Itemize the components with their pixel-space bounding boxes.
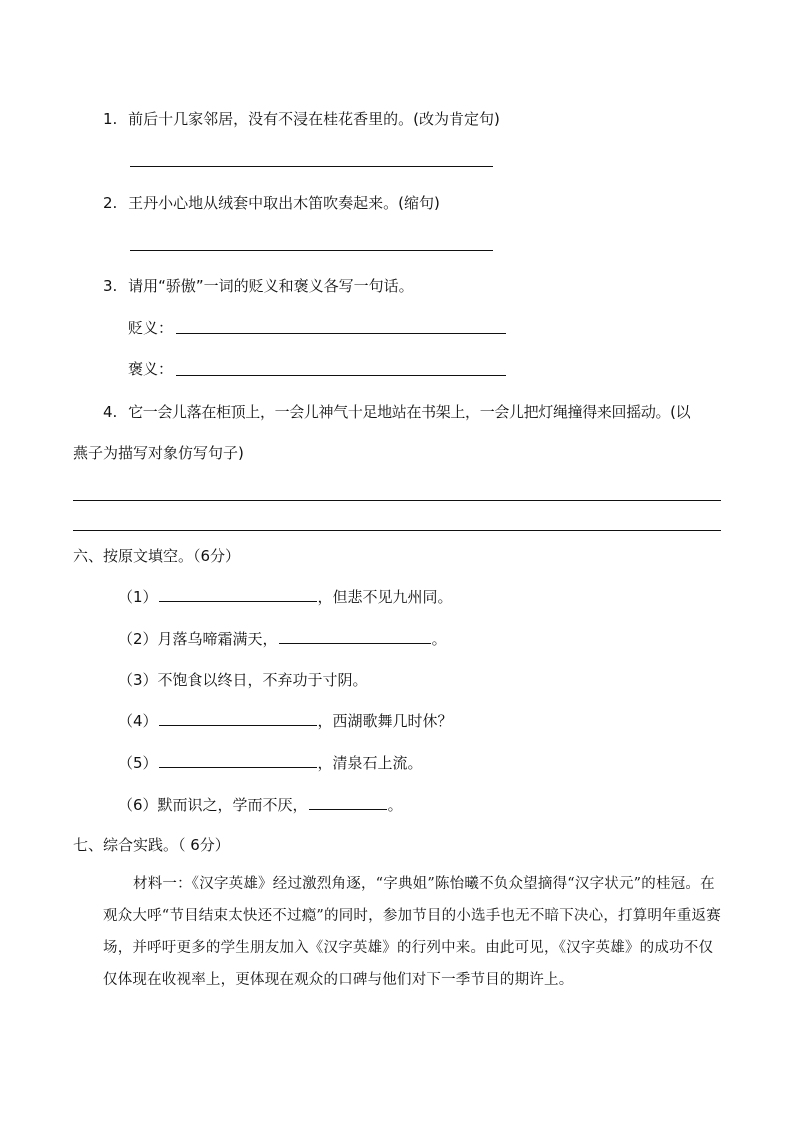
item-text-after: 。: [431, 630, 447, 648]
item-text-after: ，清泉石上流。: [317, 754, 423, 772]
question-text: 前后十几家邻居，没有不浸在桂花香里的。(改为肯定句): [128, 110, 500, 128]
item-text-before: 月落乌啼霜满天，: [157, 630, 278, 648]
item-number: （6）: [118, 796, 158, 814]
answer-line-2[interactable]: [130, 250, 493, 251]
fill-item-2: [118, 628, 447, 649]
item-number: （1）: [118, 588, 158, 606]
fill-blank[interactable]: [309, 797, 387, 810]
fill-item-3: [118, 669, 368, 690]
fill-item-5: [118, 752, 423, 773]
item-text-before: 默而识之，学而不厌，: [157, 796, 308, 814]
section-7-title: 七、综合实践。（ 6分）: [73, 836, 230, 854]
question-text: 请用“骄傲”一词的贬义和褒义各写一句话。: [128, 277, 414, 295]
question-number: 4.: [103, 403, 118, 421]
item-text-after: 。: [387, 796, 403, 814]
question-4-continuation: 燕子为描写对象仿写句子): [73, 444, 244, 462]
question-number: 3.: [103, 277, 118, 295]
question-text-line-1: 它一会儿落在柜顶上，一会儿神气十足地站在书架上，一会儿把灯绳撞得来回摇动。(以: [128, 403, 691, 421]
fill-blank[interactable]: [159, 755, 317, 768]
fill-item-6: [118, 794, 403, 815]
item-text-after: ，但悲不见九州同。: [317, 588, 453, 606]
fill-blank[interactable]: [159, 713, 317, 726]
commendatory-answer-line[interactable]: [176, 375, 506, 376]
item-text-before: 不饱食以终日，不弃功于寸阴。: [157, 671, 368, 689]
derogatory-label: 贬义：: [128, 319, 174, 337]
question-number: 2.: [103, 194, 118, 212]
question-4: [103, 401, 690, 422]
derogatory-answer-line[interactable]: [176, 333, 506, 334]
answer-line-1[interactable]: [130, 166, 493, 167]
material-1-paragraph: 材料一：《汉字英雄》经过激烈角逐，“字典姐”陈怡曦不负众望摘得“汉字状元”的桂冠。在观众大呼“节目结束太快还不过瘾”的同时，参加节目的小选手也无不暗下决心，打算明年重返赛场，并呼吁更多的学生朋友加入《汉字英雄》的行列中来。由此可见，《汉字英雄》的成功不仅仅体现在收视率上，更体现在观众的口碑与他们对下一季节目的期许上。: [103, 876, 721, 988]
answer-line-4b[interactable]: [73, 530, 721, 531]
fill-item-4: [118, 710, 453, 731]
question-1: [103, 108, 500, 129]
item-number: （5）: [118, 754, 158, 772]
question-2: [103, 192, 440, 213]
item-text-after: ，西湖歌舞几时休？: [317, 712, 453, 730]
item-number: （4）: [118, 712, 158, 730]
commendatory-label: 褒义：: [128, 360, 174, 378]
section-6-title: 六、按原文填空。（6分）: [73, 547, 241, 565]
fill-blank[interactable]: [279, 631, 431, 644]
question-number: 1.: [103, 110, 118, 128]
question-3: [103, 275, 414, 296]
question-text: 王丹小心地从绒套中取出木笛吹奏起来。(缩句): [128, 194, 440, 212]
item-number: （2）: [118, 630, 158, 648]
fill-blank[interactable]: [159, 589, 317, 602]
fill-item-1: [118, 586, 453, 607]
answer-line-4a[interactable]: [73, 500, 721, 501]
item-number: （3）: [118, 671, 158, 689]
